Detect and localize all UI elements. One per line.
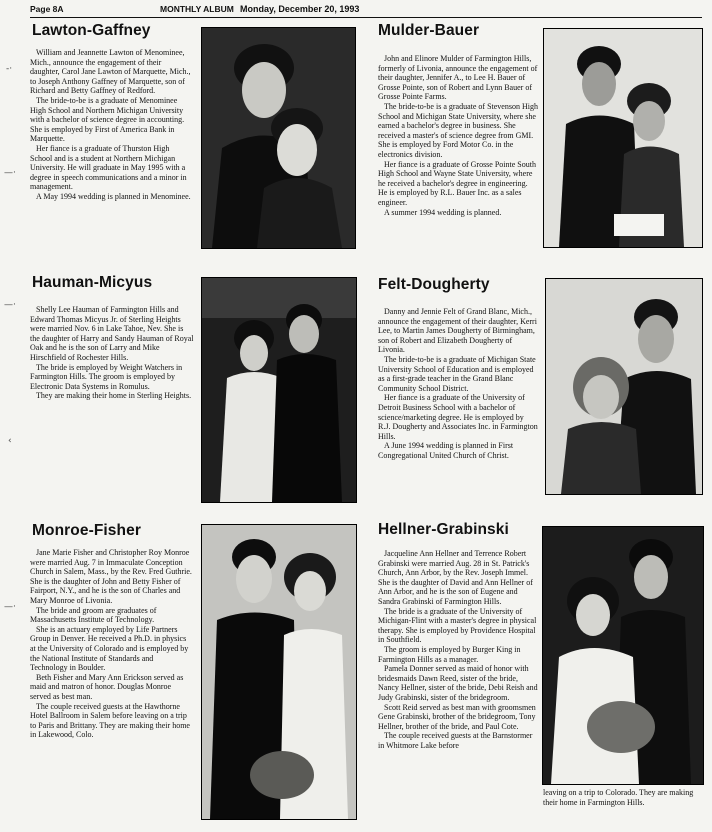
announcement-name-hauman-micyus: Hauman-Micyus — [32, 274, 153, 291]
paragraph: John and Elinore Mulder of Farmington Hills, formerly of Livonia, announce the engagement of their daughter, Jennifer A., to Lee H. Bauer of Grosse Pointe, son of Robert and Lynn Bauer of Grosse Pointe Farms. — [378, 54, 538, 102]
paragraph: The bride and groom are graduates of Massachusetts Institute of Technology. — [30, 605, 157, 625]
announcement-body-felt-dougherty — [378, 307, 538, 487]
announcement-name-mulder-bauer: Mulder-Bauer — [378, 22, 480, 39]
paragraph: Her fiance is a graduate of Grosse Pointe South High School and Wayne State University, where he received a bachelor's degree in engineering. He is employed by R.L. Bauer Inc. as a sales engineer. — [378, 159, 536, 207]
paragraph: Scott Reid served as best man with groomsmen Gene Grabinski, brother of the bridegroom, Tony Hellner, brother of the bride, and Paul Cote. — [378, 702, 536, 731]
paragraph: They are making their home in Sterling Heights. — [36, 391, 192, 401]
announcement-body-hellner-grabinski — [378, 549, 540, 813]
announcement-name-felt-dougherty: Felt-Dougherty — [378, 276, 490, 293]
paragraph: Her fiance is a graduate of Thurston High School and is a student at Northern Michigan University. He will graduate in May 1995 with a degree in speech communications and a minor in management. — [30, 143, 187, 192]
announcement-body-lawton-gaffney — [30, 48, 192, 266]
issue-date: Monday, December 20, 1993 — [240, 4, 360, 14]
paragraph: She is an actuary employed by Life Partners Group in Denver. He received a Ph.D. in physics at the University of Colorado and is employed by the National Institute of Standards and Technology in Boulder. — [30, 624, 189, 673]
paragraph: The couple received guests at the Hawthorne Hotel Ballroom in Salem before leaving on a trip to Paris and Brittany. They are making their home in Lakewood, Colo. — [30, 701, 190, 740]
paragraph: Danny and Jennie Felt of Grand Blanc, Mich., announce the engagement of their daughter, Kerri Lee, to Martin James Dougherty of Birmingham, son of Robert and Elizabeth Dougherty of Livonia. — [378, 307, 537, 355]
paragraph: A May 1994 wedding is planned in Menominee. — [36, 191, 191, 201]
paragraph: Jane Marie Fisher and Christopher Roy Monroe were married Aug. 7 in Immaculate Conception Church in Salem, Mass., by the Rev. Fred Guthrie. She is the daughter of John and Betty Fisher of Fairport, N.Y., and he is the son of Charles and Mary Monroe of Livonia. — [30, 548, 192, 605]
announcement-name-hellner-grabinski: Hellner-Grabinski — [378, 521, 509, 538]
announcement-name-lawton-gaffney: Lawton-Gaffney — [32, 22, 151, 39]
paragraph: The bride-to-be is a graduate of Menominee High School and Northern Michigan University with a bachelor of science degree in accounting. She is employed by First of America Bank in Marquette. — [30, 95, 185, 144]
paragraph: The bride is a graduate of the University of Michigan-Flint with a master's degree in physical therapy. She is employed by Providence Hospital in Southfield. — [378, 606, 537, 645]
paragraph: The groom is employed by Burger King in Farmington Hills as a manager. — [378, 644, 521, 664]
paragraph: A summer 1994 wedding is planned. — [384, 207, 502, 217]
couple-photo-monroe-fisher — [201, 524, 357, 820]
paragraph: The bride-to-be is a graduate of Michigan State University School of Education and is employed as a first-grade teacher in the Grand Blanc Community School District. — [378, 354, 536, 393]
paragraph: A June 1994 wedding is planned in First Congregational United Church of Christ. — [378, 441, 514, 460]
couple-photo-hellner-grabinski — [542, 526, 704, 785]
page-header — [30, 3, 702, 18]
couple-photo-lawton-gaffney — [201, 27, 356, 249]
couple-photo-felt-dougherty — [545, 278, 703, 495]
paragraph: The bride is employed by Weight Watchers in Farmington Hills. The groom is employed by Electronic Data Systems in Romulus. — [30, 362, 183, 391]
paragraph: Her fiance is a graduate of the University of Detroit Business School with a bachelor of science/marketing degree. He is employed by R.J. Dougherty and Associates Inc. in Farmington Hills. — [378, 393, 538, 441]
paragraph: Beth Fisher and Mary Ann Erickson served as maid and matron of honor. Douglas Monroe served as best man. — [30, 672, 184, 701]
couple-photo-mulder-bauer — [543, 28, 703, 248]
paragraph: Pamela Donner served as maid of honor with bridesmaids Dawn Reed, sister of the bride, Nancy Hellner, sister of the bride, Debi Reish and Judy Grabinski, sister of the bridegroom. — [378, 664, 538, 702]
page-number: Page 8A — [30, 4, 64, 14]
margin-mark: -· — [6, 64, 13, 74]
announcement-name-monroe-fisher: Monroe-Fisher — [32, 522, 141, 539]
paragraph: Jacqueline Ann Hellner and Terrence Robert Grabinski were married Aug. 28 in St. Patrick's Church, Ann Arbor, by the Rev. Joseph Immel. She is the daughter of David and Ann Hellner of Ann Arbor, and he is the son of Eugene and Sandra Grabinski of Farmington Hills. — [378, 549, 533, 606]
continuation-text-hellner-grabinski: leaving on a trip to Colorado. They are making their home in Farmington Hills. — [543, 788, 694, 807]
announcement-body-hauman-micyus — [30, 305, 194, 455]
paragraph: The couple received guests at the Barnstormer in Whitmore Lake before — [378, 731, 533, 750]
section-title: MONTHLY ALBUM — [160, 4, 234, 14]
announcement-body-mulder-bauer — [378, 54, 538, 262]
paragraph: The bride-to-be is a graduate of Stevenson High School and Michigan State University, where she earned a bachelor's degree in business. She received a master's of science degree from GMI. She is employed by Ford Motor Co. in the electronics division. — [378, 101, 538, 159]
couple-photo-hauman-micyus — [201, 277, 357, 503]
paragraph: Shelly Lee Hauman of Farmington Hills and Edward Thomas Micyus Jr. of Sterling Heights were married Nov. 6 in Lake Tahoe, Nev. She is the daughter of Harry and Sandy Hauman of Royal Oak and he is the son of Larry and Mike Hirschfield of Rochester Hills. — [30, 305, 194, 362]
margin-mark: —· — [4, 168, 16, 178]
margin-mark: —· — [4, 300, 16, 310]
margin-mark: ‹ — [8, 436, 12, 446]
announcement-body-monroe-fisher — [30, 548, 192, 816]
paragraph: William and Jeannette Lawton of Menominee, Mich., announce the engagement of their daughter, Carol Jane Lawton of Marquette, Mich., to Joseph Anthony Gaffney of Marquette, son of Richard and Betty Gaffney of Redford. — [30, 48, 191, 96]
margin-mark: —· — [4, 602, 16, 612]
